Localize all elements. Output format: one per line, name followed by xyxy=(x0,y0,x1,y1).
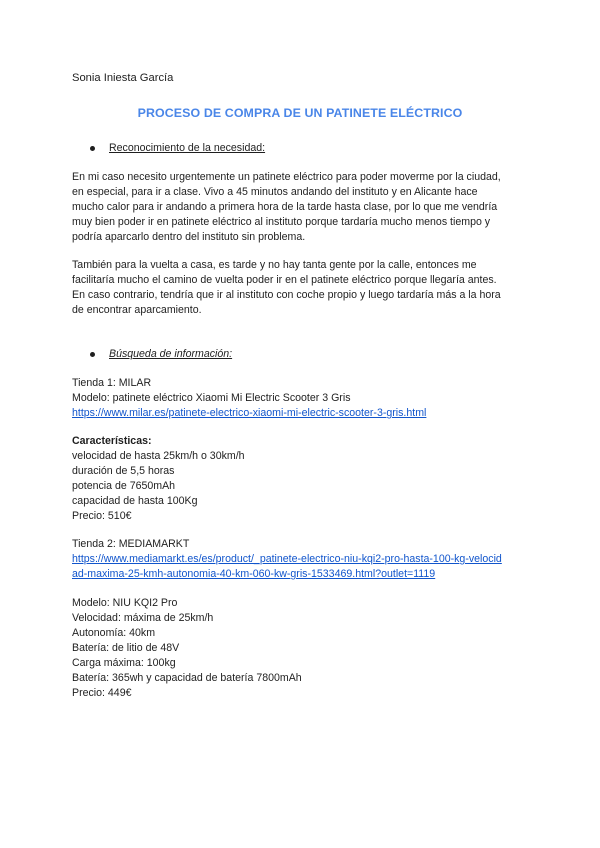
paragraph-line: También para la vuelta a casa, es tarde y no hay tanta gente por la calle, entonces me xyxy=(72,259,477,271)
feature-item: Velocidad: máxima de 25km/h xyxy=(72,612,214,624)
paragraph-line: facilitaría mucho el camino de vuelta poder ir en el patinete eléctrico porque llegaría antes. xyxy=(72,274,497,286)
paragraph-line: podría aparcarlo dentro del instituto sin problema. xyxy=(72,231,306,243)
document-title: PROCESO DE COMPRA DE UN PATINETE ELÉCTRICO xyxy=(137,106,463,120)
paragraph-line: En caso contrario, tendría que ir al instituto con coche propio y luego tardaría más a la hora xyxy=(72,289,501,301)
feature-item: Carga máxima: 100kg xyxy=(72,657,176,669)
feature-item: Precio: 449€ xyxy=(72,687,132,699)
feature-item: Modelo: NIU KQI2 Pro xyxy=(72,597,178,609)
paragraph-line: de encontrar aparcamiento. xyxy=(72,304,202,316)
store-2-features xyxy=(72,596,542,701)
feature-item: Autonomía: 40km xyxy=(72,627,156,639)
store-2-link-line-2[interactable]: ad-maxima-25-kmh-autonomia-40-km-060-kw-gris-1533469.html?outlet=1119 xyxy=(72,568,436,580)
bullet-icon xyxy=(90,352,95,357)
store-2-info xyxy=(72,537,542,582)
feature-item: velocidad de hasta 25km/h o 30km/h xyxy=(72,450,245,462)
store-2-name: Tienda 2: MEDIAMARKT xyxy=(72,538,190,550)
paragraph-line: muy bien poder ir en patinete eléctrico al instituto porque tardaría mucho menos tiempo y xyxy=(72,216,491,228)
need-paragraph-2 xyxy=(72,258,532,318)
store-1-model: Modelo: patinete eléctrico Xiaomi Mi Electric Scooter 3 Gris xyxy=(72,392,351,404)
section-need-heading-text: Reconocimiento de la necesidad: xyxy=(109,142,266,154)
feature-item: capacidad de hasta 100Kg xyxy=(72,495,198,507)
paragraph-line: En mi caso necesito urgentemente un patinete eléctrico para poder moverme por la ciudad, xyxy=(72,171,501,183)
store-1-link[interactable]: https://www.milar.es/patinete-electrico-xiaomi-mi-electric-scooter-3-gris.html xyxy=(72,407,427,419)
feature-item: Precio: 510€ xyxy=(72,510,132,522)
store-1-info xyxy=(72,376,542,421)
section-search-heading xyxy=(90,347,232,362)
paragraph-line: mucho calor para ir andando a primera hora de la tarde hasta clase, por lo que me vendría xyxy=(72,201,498,213)
store-2-link-line-1[interactable]: https://www.mediamarkt.es/es/product/_patinete-electrico-niu-kqi2-pro-hasta-100-kg-velocid xyxy=(72,553,502,565)
section-search-heading-text: Búsqueda de información: xyxy=(109,348,233,360)
bullet-icon xyxy=(90,146,95,151)
author-name: Sonia Iniesta García xyxy=(72,72,174,84)
feature-item: Batería: 365wh y capacidad de batería 7800mAh xyxy=(72,672,302,684)
paragraph-line: en especial, para ir a clase. Vivo a 45 minutos andando del instituto y en Alicante hace xyxy=(72,186,478,198)
store-1-features xyxy=(72,434,542,524)
need-paragraph-1 xyxy=(72,170,532,245)
feature-item: duración de 5,5 horas xyxy=(72,465,175,477)
section-need-heading xyxy=(90,141,265,156)
features-heading: Características: xyxy=(72,435,152,447)
feature-item: potencia de 7650mAh xyxy=(72,480,176,492)
feature-item: Batería: de litio de 48V xyxy=(72,642,180,654)
store-1-name: Tienda 1: MILAR xyxy=(72,377,152,389)
